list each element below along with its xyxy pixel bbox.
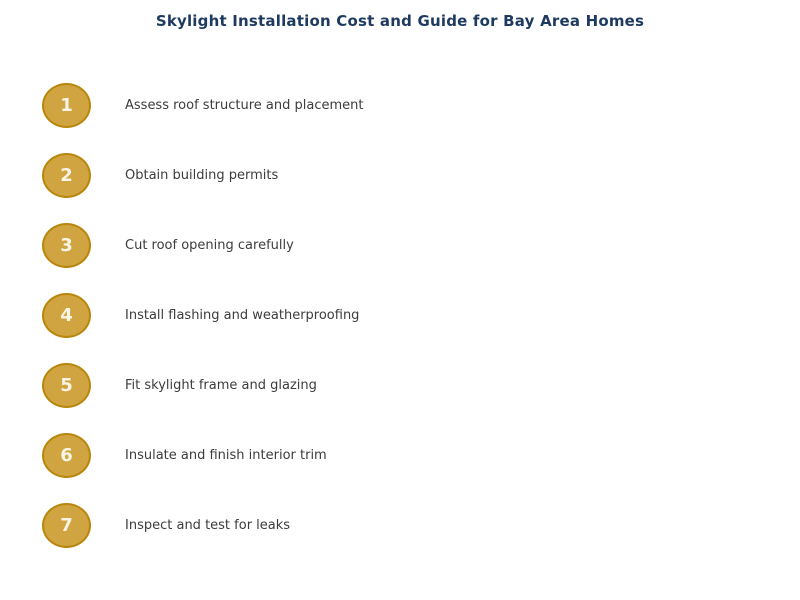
step-number-badge: 3	[42, 223, 91, 268]
list-item	[0, 210, 800, 280]
list-item	[0, 140, 800, 210]
step-label: Inspect and test for leaks	[125, 517, 291, 533]
list-item	[0, 490, 800, 560]
list-item	[0, 420, 800, 490]
step-number-badge: 7	[42, 503, 91, 548]
list-item	[0, 280, 800, 350]
step-label: Insulate and finish interior trim	[125, 447, 327, 463]
step-number-badge: 2	[42, 153, 91, 198]
page-title: Skylight Installation Cost and Guide for Bay Area Homes	[155, 12, 645, 30]
list-item	[0, 350, 800, 420]
step-number-badge: 4	[42, 293, 91, 338]
step-number-badge: 6	[42, 433, 91, 478]
step-number-badge: 5	[42, 363, 91, 408]
step-label: Cut roof opening carefully	[125, 237, 294, 253]
list-item	[0, 70, 800, 140]
step-number-badge: 1	[42, 83, 91, 128]
step-label: Fit skylight frame and glazing	[125, 377, 317, 393]
step-label: Assess roof structure and placement	[125, 97, 364, 113]
step-label: Obtain building permits	[125, 167, 279, 183]
step-list	[0, 70, 800, 560]
step-label: Install flashing and weatherproofing	[125, 307, 360, 323]
